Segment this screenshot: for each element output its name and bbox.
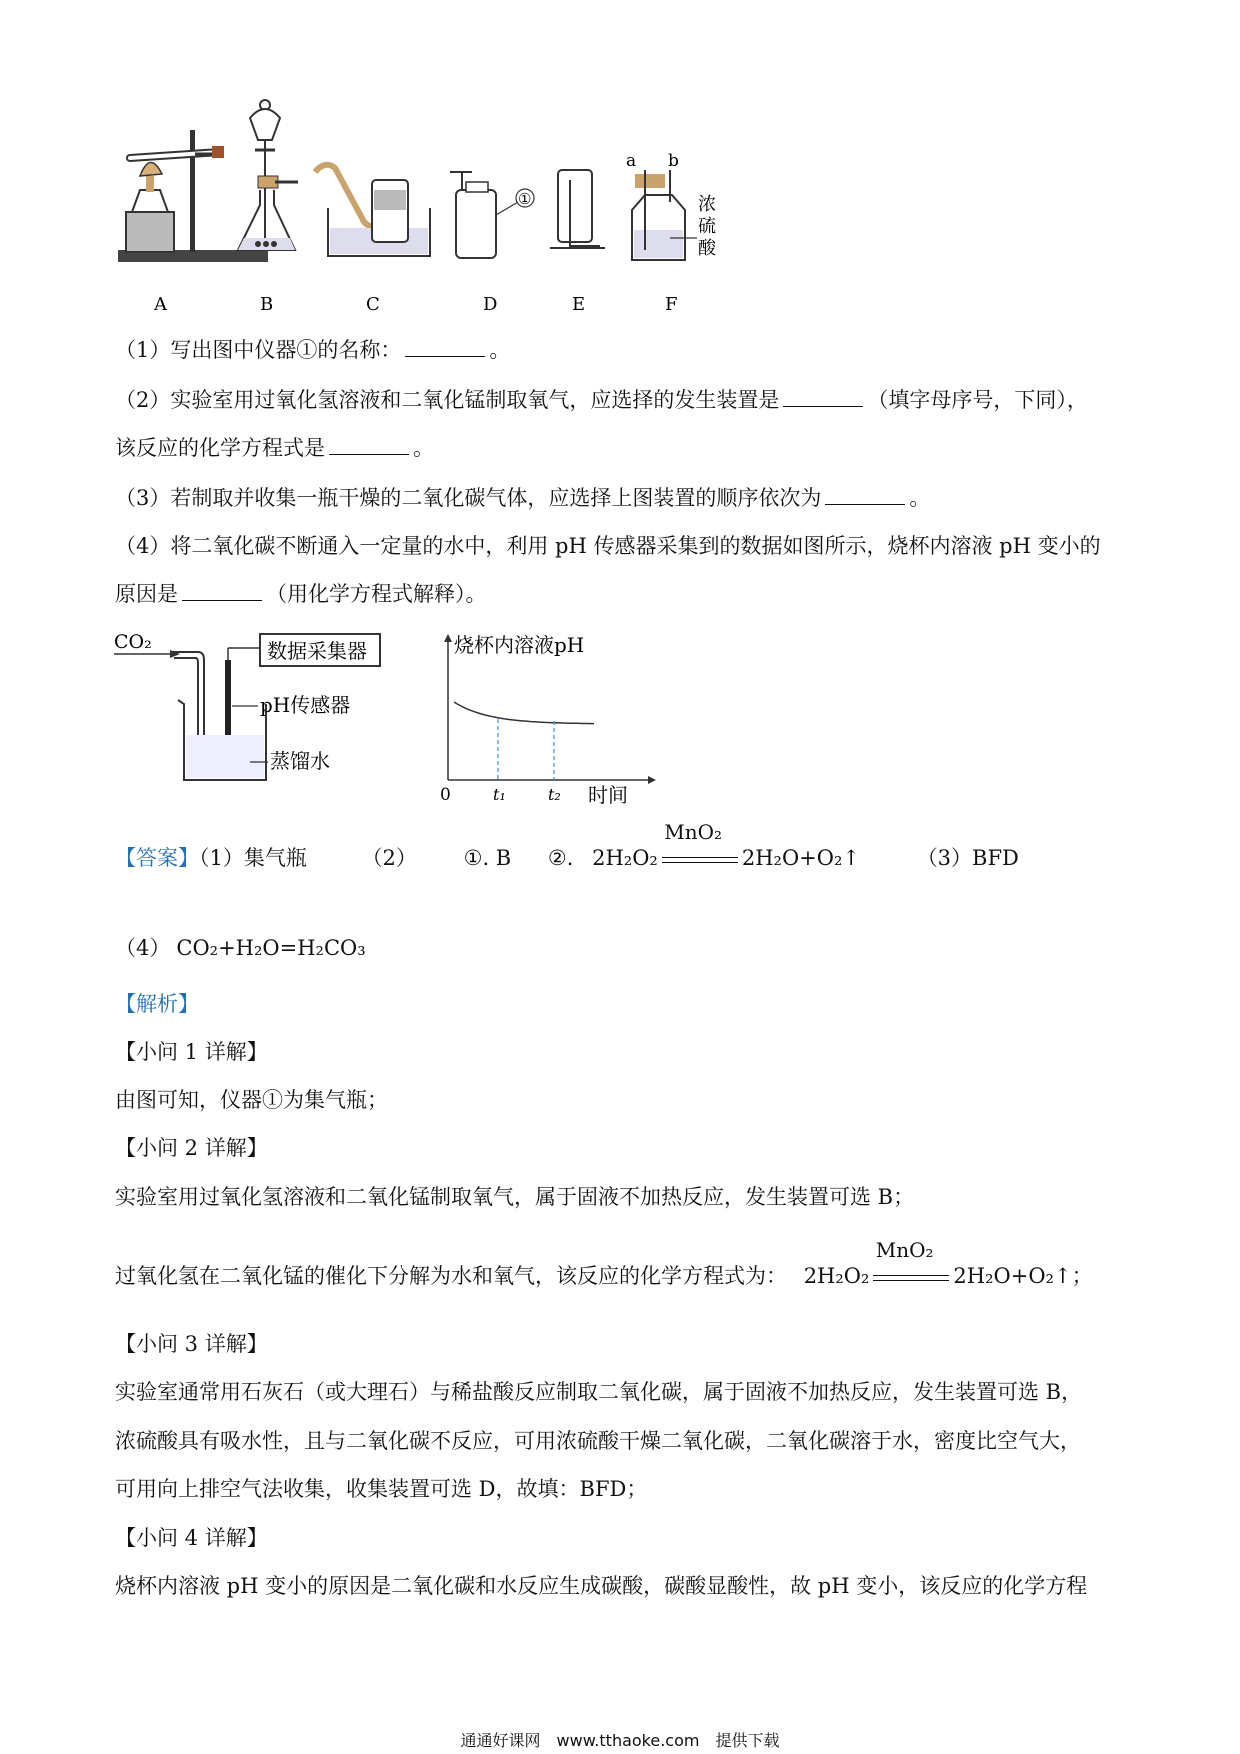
q2-text-2: 过氧化氢在二氧化锰的催化下分解为水和氧气，该反应的化学方程式为： 2H₂O₂ 2H₂O+O₂↑ MnO₂ ； (115, 1238, 1093, 1288)
ph-sensor-label: pH传感器 (260, 693, 351, 717)
question-2: （2）实验室用过氧化氢溶液和二氧化锰制取氧气，应选择的发生装置是 （填字母序号，下同）， (115, 388, 1088, 412)
analysis-equation: 2H₂O₂ 2H₂O+O₂↑ MnO₂ (803, 1238, 1072, 1288)
svg-text:硫: 硫 (698, 216, 716, 237)
question-4-cont: 原因是 （用化学方程式解释）。 (115, 582, 487, 606)
svg-text:浓: 浓 (698, 194, 716, 215)
label-d: D (483, 294, 498, 315)
question-2-cont: 该反应的化学方程式是 。 (115, 436, 434, 460)
q2-text-1: 实验室用过氧化氢溶液和二氧化锰制取氧气，属于固液不加热反应，发生装置可选 B； (115, 1185, 915, 1209)
q3-text-2: 浓硫酸具有吸水性，且与二氧化碳不反应，可用浓硫酸干燥二氧化碳，二氧化碳溶于水，密度比空气大， (115, 1429, 1081, 1453)
svg-text:b: b (668, 151, 679, 171)
chart-xlabel: 时间 (588, 783, 628, 807)
answer-blank (182, 582, 262, 601)
svg-text:a: a (626, 151, 637, 171)
tick-t2: t₂ (548, 785, 561, 804)
q1-text: 由图可知，仪器①为集气瓶； (115, 1088, 388, 1112)
label-b: B (260, 294, 274, 315)
answer-tag: 【答案】 (115, 846, 199, 870)
q3-heading: 【小问 3 详解】 (115, 1332, 268, 1356)
apparatus-c (315, 165, 430, 256)
label-f: F (665, 294, 678, 315)
reaction-arrow (662, 857, 738, 863)
co2-label: CO₂ (114, 631, 152, 653)
label-a: A (154, 294, 167, 315)
answer-equation: 2H₂O₂ 2H₂O+O₂↑ MnO₂ (592, 820, 860, 870)
answer-blank (825, 486, 905, 505)
ph-setup-figure (110, 630, 410, 790)
answer-blank (405, 338, 485, 357)
q4-heading: 【小问 4 详解】 (115, 1526, 268, 1550)
ph-curve (454, 702, 594, 724)
answer-blank (783, 388, 863, 407)
answer-line-2: （4） CO₂+H₂O=H₂CO₃ (115, 936, 366, 960)
q3-text-1: 实验室通常用石灰石（或大理石）与稀盐酸反应制取二氧化碳，属于固液不加热反应，发生装置可选 B， (115, 1380, 1083, 1404)
reaction-arrow (873, 1275, 949, 1281)
apparatus-e (550, 170, 605, 248)
analysis-tag: 【解析】 (115, 992, 199, 1016)
question-3: （3）若制取并收集一瓶干燥的二氧化碳气体，应选择上图装置的顺序依次为 。 (115, 486, 931, 510)
apparatus-b (238, 100, 298, 250)
tick-t1: t₁ (493, 785, 506, 804)
chart-ylabel: 烧杯内溶液pH (454, 633, 585, 657)
question-1: （1）写出图中仪器①的名称： 。 (115, 338, 511, 362)
q1-heading: 【小问 1 详解】 (115, 1040, 268, 1064)
ph-chart (428, 630, 658, 810)
question-4: （4）将二氧化碳不断通入一定量的水中，利用 pH 传感器采集到的数据如图所示，烧杯内溶液 pH 变小的 (115, 534, 1101, 558)
q3-text-3: 可用向上排空气法收集，收集装置可选 D，故填：BFD； (115, 1477, 648, 1501)
apparatus-f (626, 151, 717, 260)
origin-label: 0 (440, 785, 451, 805)
svg-text:酸: 酸 (698, 238, 716, 259)
q2-heading: 【小问 2 详解】 (115, 1136, 268, 1160)
distilled-water-label: 蒸馏水 (270, 749, 330, 773)
data-collector-label: 数据采集器 (267, 639, 367, 663)
apparatus-figure (100, 90, 860, 320)
apparatus-d (450, 172, 534, 258)
instrument-marker: ① (518, 190, 532, 208)
page-footer: 通通好课网 www.tthaoke.com 提供下载 (460, 1731, 780, 1750)
answer-blank (329, 436, 409, 455)
label-c: C (366, 294, 380, 315)
label-e: E (572, 294, 586, 315)
q4-text-1: 烧杯内溶液 pH 变小的原因是二氧化碳和水反应生成碳酸，碳酸显酸性，故 pH 变小，该反应的化学方程 (115, 1574, 1088, 1598)
answer-line-1: 【答案】（1）集气瓶 （2） ①. B ②. 2H₂O₂ 2H₂O+O₂↑ MnO₂ （3）BFD (115, 820, 1019, 870)
